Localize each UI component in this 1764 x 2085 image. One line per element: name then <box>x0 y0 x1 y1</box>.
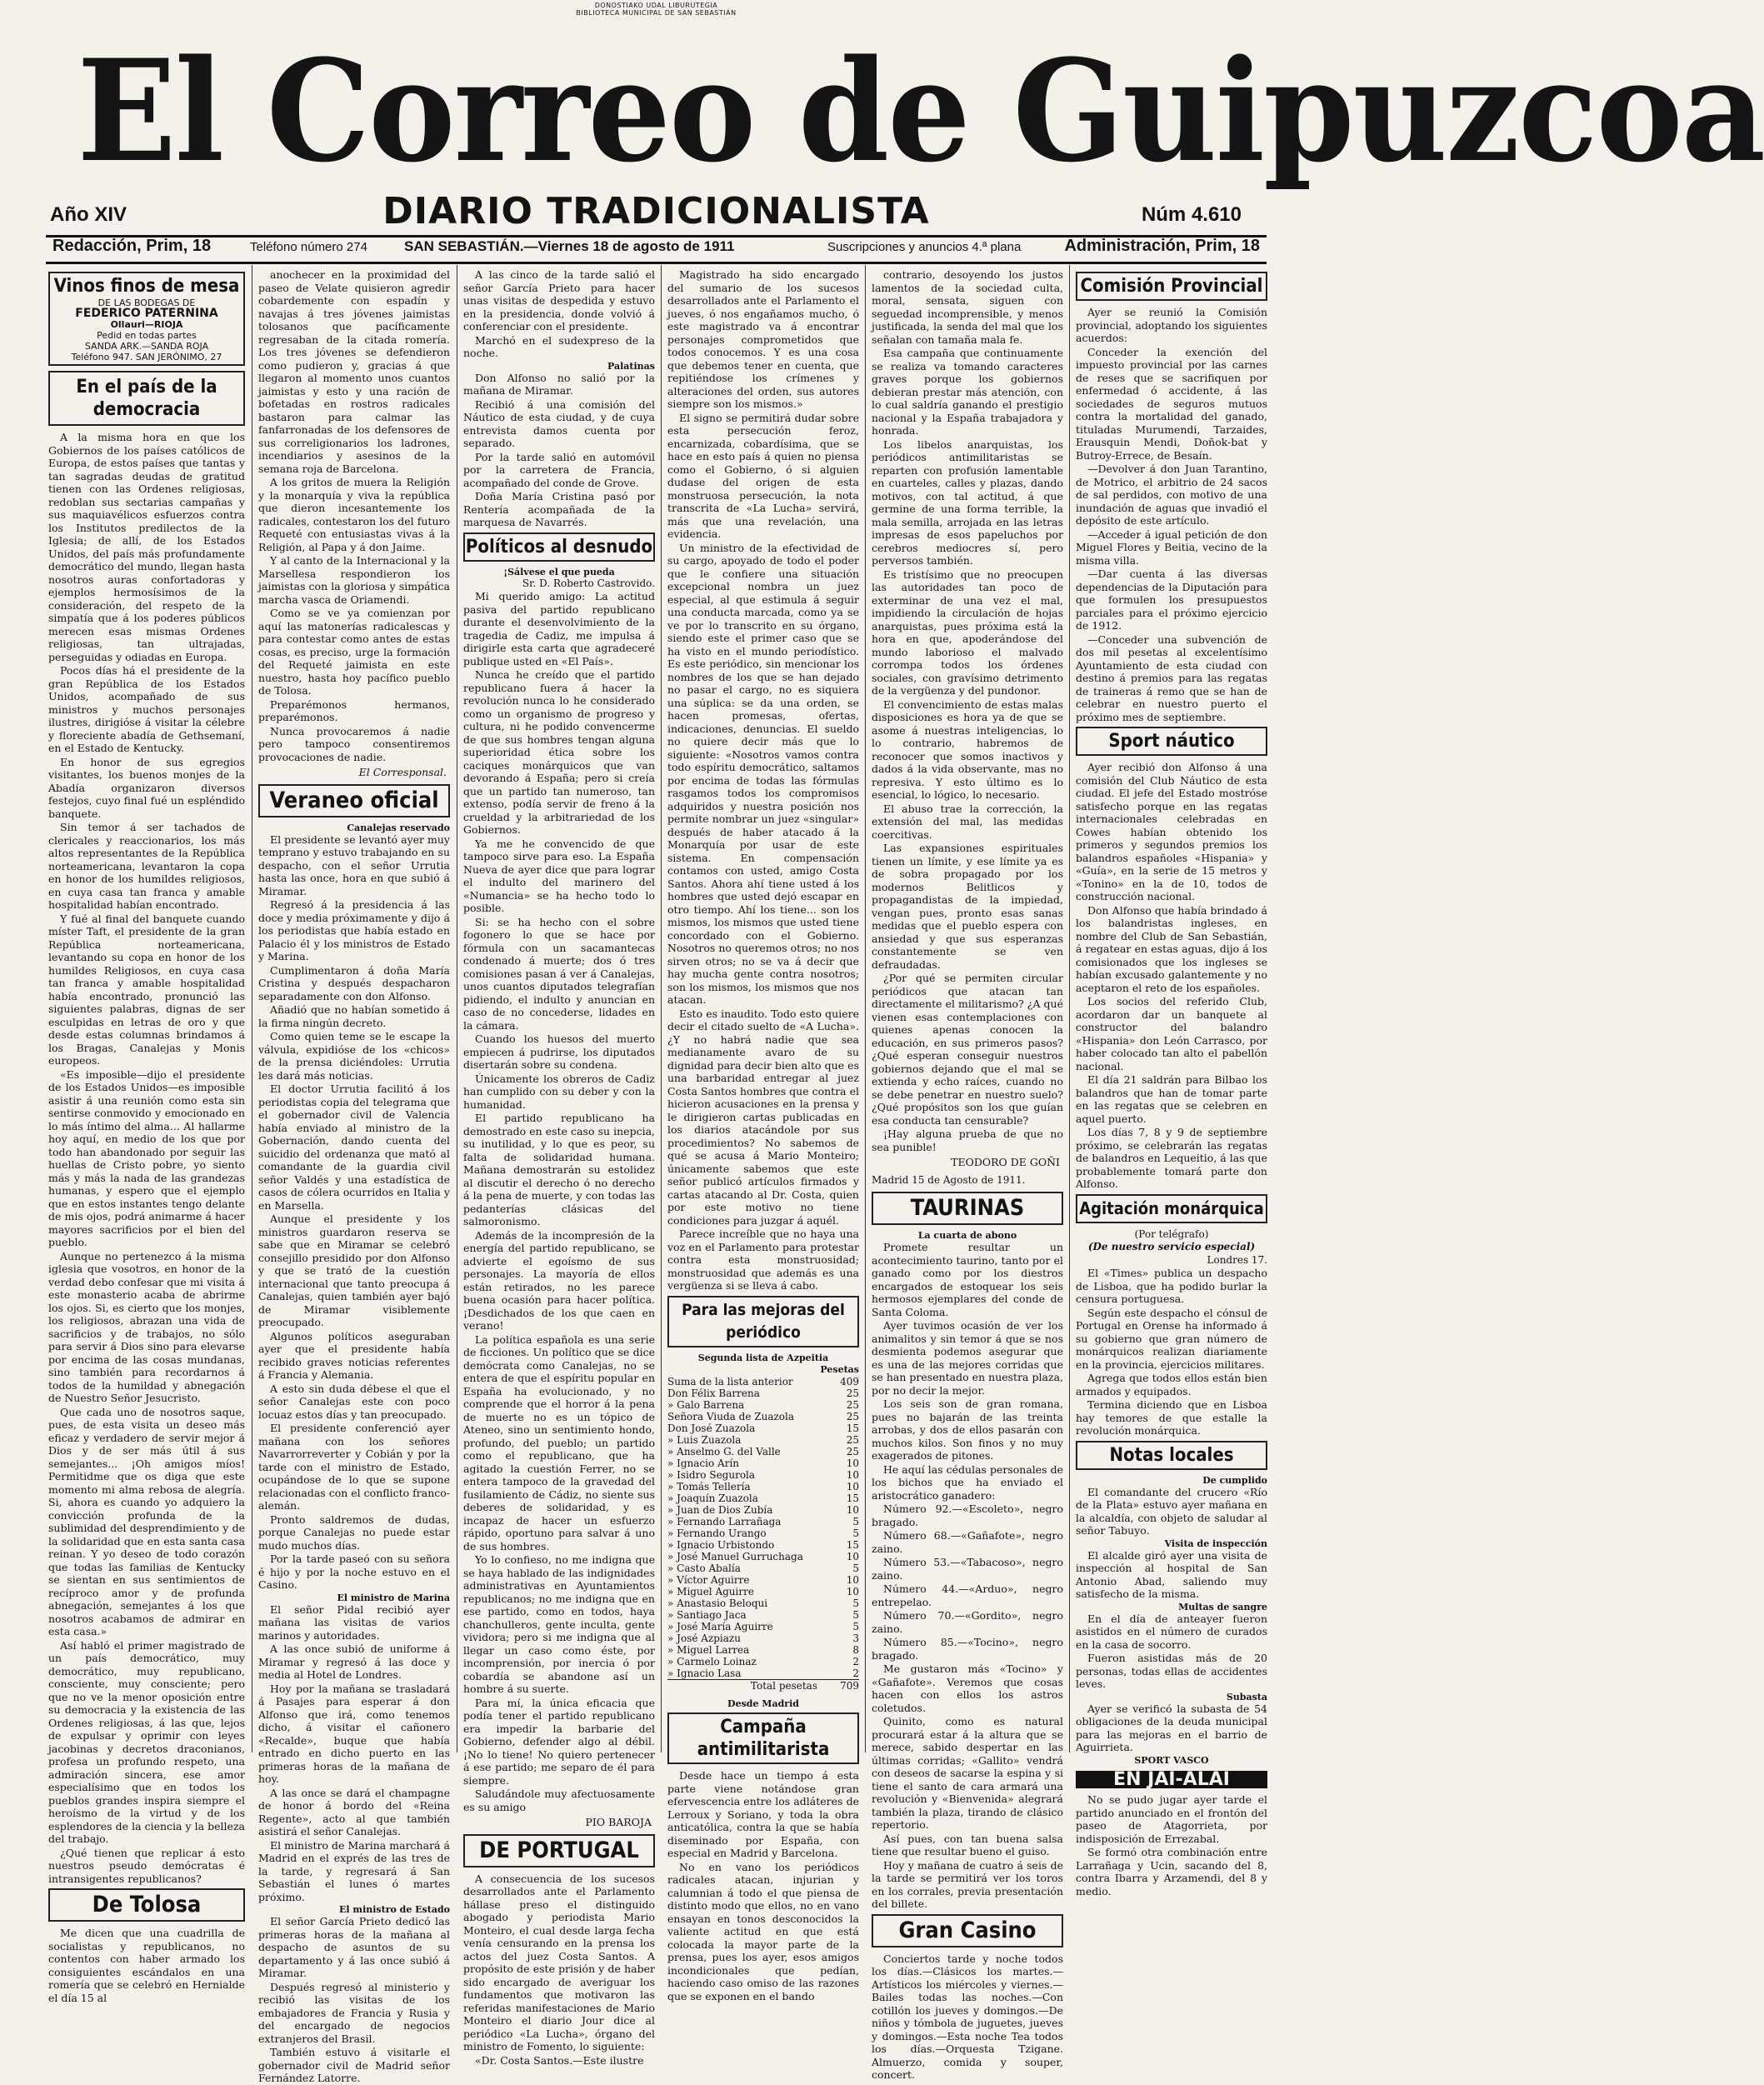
subscription-row <box>667 1492 859 1504</box>
paragraph: El alcalde giró ayer una visita de inspección al hospital de San Antonio Abad, saliendo muy satisfecho de la misma. <box>1076 1548 1267 1600</box>
column-5 <box>872 268 1063 2081</box>
paragraph: Esto es inaudito. Todo esto quiere decir el citado suelto de «A Lucha». ¿Y no habrá nadie que sea medianamente avaro de su dignidad para decir bien alto que es una barbaridad entregar al juez Costa Santos hombres que contra el hicieron acusaciones en la prensa y le dirigieron cartas publicadas en los diarios atacándole por sus procedimientos? No sabemos de qué se acusa á Mario Monteiro; únicamente sabemos que este señor publicó artículos firmados y cartas atacando al Dr. Costa, quien por este motivo no tiene condiciones para juzgar á aquél. <box>667 1007 859 1227</box>
wine-advertisement <box>48 272 245 366</box>
paragraph: A las cinco de la tarde salió el señor García Prieto para hacer unas visitas de despedida y estuvo en la presidencia, donde volvió á conferenciar con el presidente. <box>463 268 655 332</box>
issue-date: SAN SEBASTIÁN.—Viernes 18 de agosto de 1911 <box>404 238 735 254</box>
subscriber-name: Suma de la lista anterior <box>667 1376 793 1388</box>
subscriber-name: » Luis Zuazola <box>667 1434 742 1446</box>
subscriber-amount: 25 <box>846 1446 859 1458</box>
paragraph: Los socios del referido Club, acordaron dar un banquete al constructor del balandro «Hispania» don León Carrasco, por haber colocado tan alto el pabellón nacional. <box>1076 995 1267 1072</box>
subscriber-amount: 10 <box>846 1586 859 1598</box>
paragraph: Por la tarde salió en automóvil por la carretera de Francia, acompañado del conde de Grove. <box>463 450 655 489</box>
headline-box <box>463 1834 655 1868</box>
paragraph: ¿Qué tienen que replicar á esto nuestros pseudo demócratas é intransigentes republicanos? <box>48 1846 245 1885</box>
subscription-row <box>667 1516 859 1528</box>
paragraph: Los libelos anarquistas, los periódicos antimilitaristas se reparten con profusión lamentable en cuarteles, calles y plazas, dando motivos, con tal actitud, á que germine de una forma terrible, la mala semilla, arrojada en las letras impresas de esos papeluchos por cerebros mediocres sí, pero perversos también. <box>872 438 1063 567</box>
subscription-row <box>667 1434 859 1446</box>
kicker: (Por telégrafo) <box>1134 1228 1209 1240</box>
paragraph: Mi querido amigo: La actitud pasiva del partido republicano durante el desenvolvimiento de la tragedia de Cadiz, me impulsa á dirigirle esta carta que agradeceré publique usted en «El País». <box>463 590 655 668</box>
info-rule <box>46 262 1267 264</box>
column-1 <box>48 268 245 2004</box>
paragraph: Así habló el primer magistrado de un país democrático, muy democrático, muy republicano, consciente, muy consciente; pero que no ve la menor oposición entre su democracia y la existencia de las Ordenes religiosas, á las que, lejos de expulsar y oprimir con leyes jacobinas y decretos draconianos, profesa un profundo respeto, una admiración sincera, ese amor especialísimo que en todos los pueblos grandes inspira siempre el heroísmo de la virtud y de los esplendores de la ciencia y la belleza del trabajo. <box>48 1638 245 1845</box>
paragraph: No en vano los periódicos radicales atacan, injurian y calumnian á todo el que piensa de distinto modo que ellos, no en vano ensayan en tonos desconocidos la valiente actitud en que está colocada la mayor parte de la prensa, pues los ayer, esos amigos incondicionales que pedían, haciendo caso omiso de las razones que se exponen en el bando <box>667 1860 859 2002</box>
headline-box <box>872 1914 1063 1948</box>
subscriber-amount: 10 <box>846 1504 859 1516</box>
column-4 <box>667 268 859 2002</box>
subscriber-amount: 10 <box>846 1469 859 1481</box>
paragraph: El señor Pidal recibió ayer mañana las visitas de varios marinos y autoridades. <box>258 1602 450 1642</box>
paragraph: Ayer se reunió la Comisión provincial, adoptando los siguientes acuerdos: <box>1076 306 1267 344</box>
subscriber-name: » Isidro Segurola <box>667 1469 756 1481</box>
headline-box <box>48 1888 245 1922</box>
subscription-row <box>667 1481 859 1492</box>
paragraph: contrario, desoyendo los justos lamentos de la sociedad culta, moral, sensata, siguen con seguedad incomprensible, y menos justificada, la senda del mal que los señalan con tamaña mala fe. <box>872 268 1063 346</box>
kicker: De cumplido <box>1202 1474 1267 1486</box>
paragraph: Los seis son de gran romana, pues no bajarán de las treinta arrobas, y dos de ellos pasarán con muchos kilos. Son finos y no muy exagerados de pitones. <box>872 1398 1063 1462</box>
subscriber-name: » Ignacio Lasa <box>667 1668 742 1679</box>
paragraph: —Dar cuenta á las diversas dependencias de la Diputación para que formulen los presupuestos parciales para el próximo ejercicio de 1912. <box>1076 568 1267 632</box>
signature: El Corresponsal. <box>358 766 447 778</box>
headline-box <box>48 371 245 426</box>
newspaper-title: El Correo de Guipuzcoa <box>77 28 1764 193</box>
headline-box <box>667 1296 859 1348</box>
subscription-row <box>667 1609 859 1621</box>
subscriber-name: » Anastasio Beloqui <box>667 1598 768 1609</box>
paragraph: Y al canto de la Internacional y la Marsellesa respondieron los jaimistas con la gloriosa y simpática marcha vasca de Oriamendi. <box>258 554 450 606</box>
subscriber-amount: 5 <box>852 1621 859 1632</box>
paragraph: Promete resultar un acontecimiento taurino, tanto por el ganado como por los diestros encargados de estoquear los seis hermosos ejemplares del conde de Santa Coloma. <box>872 1241 1063 1318</box>
total-value: 709 <box>826 1680 859 1692</box>
subscriber-name: » Galo Barrena <box>667 1399 745 1411</box>
paragraph: Marchó en el sudexpreso de la noche. <box>463 333 655 359</box>
paragraph: Para mí, la única eficacia que podía tener el partido republicano era impedir la barbarie del Gobierno, defender algo al débil. ¡No lo tiene! No quiero pertenecer á ese partido; me separo de él para siempre. <box>463 1696 655 1787</box>
paragraph: A esto sin duda débese el que el señor Canalejas este con poco locuaz estos días y tan preocupado. <box>258 1382 450 1421</box>
paragraph: El ministro de Marina marchará á Madrid en el exprés de las tres de la tarde, y regresará á San Sebastián el lunes ó martes próximo. <box>258 1838 450 1903</box>
paragraph: ¿Por qué se permiten circular periódicos que atacan tan directamente el militarismo? ¿A qué vienen esas contemplaciones con quienes apenas conocen la educación, en sus primeros pasos? ¿Qué esperan conseguir nuestros gobiernos dejando que el mal se extienda y echo raíces, cuando no se debe penetrar en nuestro suelo? ¿Qué propósitos son los que guían esa conducta tan censurable? <box>872 972 1063 1127</box>
paragraph: Termina diciendo que en Lisboa hay temores de que estalle la revolución monárquica. <box>1076 1398 1267 1437</box>
subscriber-name: Don Félix Barrena <box>667 1388 760 1399</box>
subscriber-name: » Miguel Larrea <box>667 1644 750 1656</box>
subscriber-amount: 10 <box>846 1551 859 1562</box>
kicker: Visita de inspección <box>1164 1538 1267 1549</box>
kicker: Subasta <box>1226 1691 1267 1702</box>
year-label: Año XIV <box>50 203 127 226</box>
ad-line: Ollauri—RIOJA <box>110 319 183 330</box>
subscription-table <box>667 1376 859 1692</box>
subscription-row <box>667 1411 859 1422</box>
paragraph: El comandante del crucero «Río de la Plata» estuvo ayer mañana en la alcaldía, con objeto de saludar al señor Tabuyo. <box>1076 1485 1267 1537</box>
paragraph: Doña María Cristina pasó por Rentería acompañada de la marquesa de Navarrés. <box>463 490 655 528</box>
subscription-row <box>667 1376 859 1388</box>
headline: Agitación monárquica <box>1079 1198 1264 1218</box>
paragraph: Número 85.—«Tocino», negro bragado. <box>872 1636 1063 1662</box>
paragraph: El día 21 saldrán para Bilbao los balandros que han de tomar parte en las regatas que se celebren en aquel puerto. <box>1076 1073 1267 1125</box>
paragraph: Los días 7, 8 y 9 de septiembre próximo, se celebrarán las regatas de balandros en Lequeitio, á las que probablemente tomará parte don Alfonso. <box>1076 1126 1267 1190</box>
paragraph: El signo se permitirá dudar sobre esta persecución feroz, encarnizada, cobardísima, que se hace en esto país á quien no piensa como el Gobierno, ó si alguien dudase del origen de esta monstruosa persecución, la nota transcrita de «La Lucha» servirá, más que una revelación, una evidencia. <box>667 411 859 540</box>
kicker: El ministro de Estado <box>339 1904 450 1915</box>
headline-box <box>1076 727 1267 756</box>
headline: En el país de la democracia <box>76 377 217 420</box>
paragraph: Regresó á la presidencia á las doce y media próximamente y dijo á los periodistas que había estado en Palacio él y los ministros de Estado y Marina. <box>258 898 450 962</box>
ad-line: Pedid en todas partes <box>97 330 197 341</box>
total-label: Total pesetas <box>667 1680 826 1692</box>
subscriber-amount: 15 <box>846 1539 859 1551</box>
ad-line: DE LAS BODEGAS DE <box>97 298 196 308</box>
paragraph: Hoy y mañana de cuatro á seis de la tarde se permitirá ver los toros en los corrales, previa presentación del billete. <box>872 1858 1063 1910</box>
headline: Para las mejoras del periódico <box>682 1300 845 1342</box>
kicker: SPORT VASCO <box>1134 1754 1209 1766</box>
paragraph: Número 53.—«Tabacoso», negro zaino. <box>872 1556 1063 1582</box>
paragraph: Ya me he convencido de que tampoco sirve para eso. La España Nueva de ayer dice que para lograr el indulto del marinero del «Numancia» se ha hecho todo lo posible. <box>463 837 655 914</box>
subscriber-amount: 10 <box>846 1574 859 1586</box>
headline-box <box>1076 1194 1267 1223</box>
column-divider <box>1069 265 1070 1752</box>
paragraph: El convencimiento de estas malas disposiciones es hora ya de que se asome á nuestras inteligencias, lo lo contrario, habremos de reconocer que somos inactivos y dados á la vida observante, mas no represiva. Y esto último es lo esencial, lo lógico, lo necesario. <box>872 698 1063 801</box>
paragraph: —Conceder una subvención de dos mil pesetas al excelentísimo Ayuntamiento de esta ciudad con destino á premios para las regatas de traineras á remo que se han de celebrar en nuestro puerto el próximo mes de septiembre. <box>1076 632 1267 723</box>
paragraph: Número 44.—«Arduo», negro entrepelao. <box>872 1582 1063 1608</box>
subscription-row <box>667 1528 859 1539</box>
subscriber-amount: 5 <box>852 1598 859 1609</box>
newspaper-subtitle: DIARIO TRADICIONALISTA <box>382 190 930 232</box>
headline: TAURINAS <box>910 1195 1025 1221</box>
subscriber-name: » José María Aguirre <box>667 1621 773 1632</box>
paragraph: Sin temor á ser tachados de clericales y reaccionarios, los más altos representantes de la República norteamericana, levantaron la copa en honor de los humildes religiosos, en cuya casa tan franca y amable hospitalidad habían encontrado. <box>48 821 245 911</box>
subscription-row <box>667 1446 859 1458</box>
kicker: La cuarta de abono <box>917 1230 1017 1241</box>
subscriber-amount: 8 <box>852 1644 859 1656</box>
kicker: Segunda lista de Azpeitia <box>697 1352 829 1363</box>
paragraph: Agrega que todos ellos están bien armados y equipados. <box>1076 1372 1267 1398</box>
paragraph: Algunos políticos aseguraban ayer que el presidente había recibido graves noticias referentes á Francia y Alemania. <box>258 1329 450 1381</box>
subscriber-amount: 5 <box>852 1528 859 1539</box>
paragraph: A la misma hora en que los Gobiernos de los países católicos de Europa, de estos países que tantas y tan sagradas deudas de gratitud tienen con las Ordenes religiosas, redoblan sus sectarias campañas y sus maquiavélicos esfuerzos contra los Institutos predilectos de la Iglesia; de allí, de los Estados Unidos, del país más profundamente democrático del mundo, llegan hasta nosotros auras confortadoras y ejemplos hermosísimos de la consideración, del respeto de la simpatía que á los poderes públicos merecen esas mismas Ordenes religiosas, tan ultrajadas, perseguidas y odiadas en Europa. <box>48 431 245 663</box>
paragraph: Después regresó al ministerio y recibió las visitas de los embajadores de Francia y Rusia y del encargado de negocios extranjeros del Brasil. <box>258 1980 450 2045</box>
subscriber-name: » Juan de Dios Zubía <box>667 1504 773 1516</box>
paragraph: —Devolver á don Juan Tarantino, de Motrico, el arbitrio de 24 sacos de sal perdidos, con motivo de una inundación de aguas que invadió el depósito de este artículo. <box>1076 462 1267 527</box>
paragraph: Hoy por la mañana se trasladará á Pasajes para esperar á don Alfonso que irá, como tenemos dicho, á visitar el cañonero «Recalde», buque que había entrado en dicho puerto en las primeras horas de la mañana de hoy. <box>258 1682 450 1785</box>
subscriber-amount: 5 <box>852 1516 859 1528</box>
subscriber-amount: 2 <box>852 1656 859 1668</box>
paragraph: En el día de anteayer fueron asistidos en el número de curados en la casa de socorro. <box>1076 1612 1267 1651</box>
subscriber-amount: 25 <box>846 1399 859 1411</box>
paragraph: El presidente conferenció ayer mañana con los señores Navarrorreverter y Cobián y por la tarde con el ministro de Estado, ocupándose de lo que se supone relacionadas con el conflicto franco-alemán. <box>258 1422 450 1512</box>
paragraph: El abuso trae la corrección, la extensión del mal, las medidas coercitivas. <box>872 802 1063 841</box>
ad-title: Vinos finos de mesa <box>53 276 240 297</box>
subscription-row <box>667 1469 859 1481</box>
subscriber-name: » Fernando Larrañaga <box>667 1516 782 1528</box>
paragraph: A las once subió de uniforme á Miramar y regresó á las doce y media al Hotel de Londres. <box>258 1642 450 1681</box>
headline-box <box>258 784 450 818</box>
paragraph: anochecer en la proximidad del paseo de Velate quisieron agredir cobardemente con espadín y navajas á tres jóvenes jaimistas tolosanos que pacíficamente regresaban de la citada romería. Los tres jóvenes se defendieron como pudieron y, gracias á que llegaron al momento unos cuantos jaimistas y esto y una ración de bofetadas en rostros radicales bastaron para calmar las fanfarronadas de los defensores de sus correligionarios los ladrones, incendiarios y asesinos de la semana roja de Barcelona. <box>258 268 450 475</box>
subscriber-amount: 10 <box>846 1458 859 1469</box>
paragraph: Número 92.—«Escoleto», negro bragado. <box>872 1502 1063 1528</box>
subscriber-name: » Carmelo Loinaz <box>667 1656 757 1668</box>
paragraph: El partido republicano ha demostrado en este caso su inepcia, su inutilidad, y lo que es peor, su falta de solidaridad humana. Mañana demostrarán su estolidez al discutir el derecho ó no derecho á la pena de muerte, y con todas las pedanterías clásicas del salmoronismo. <box>463 1112 655 1228</box>
headline: Campaña antimilitarista <box>697 1717 830 1760</box>
addressee: Sr. D. Roberto Castrovido. <box>522 577 655 589</box>
paragraph: En honor de sus egregios visitantes, los buenos monjes de la Abadía organizaron diversos festejos, cuyo final fué un espléndido banquete. <box>48 755 245 820</box>
kicker: Multas de sangre <box>1178 1601 1267 1612</box>
paragraph: ¡Hay alguna prueba de que no sea punible! <box>872 1128 1063 1153</box>
paragraph: Número 70.—«Gordito», negro zaino. <box>872 1609 1063 1635</box>
subscriber-name: Don José Zuazola <box>667 1422 756 1434</box>
dateline: Madrid 15 de Agosto de 1911. <box>872 1173 1026 1186</box>
headline: Notas locales <box>1109 1444 1234 1466</box>
paragraph: Esa campaña que continuamente se realiza va tomando caracteres graves porque los gobiernos debieran prestar más atención, con lo cual saldría ganando el prestigio nacional y la España trabajadora y honrada. <box>872 347 1063 437</box>
headline: EN JAI-ALAI <box>1076 1771 1267 1789</box>
subscription-row <box>667 1551 859 1562</box>
paragraph: El «Times» publica un despacho de Lisboa, que ha podido burlar la censura portuguesa. <box>1076 1267 1267 1305</box>
subscription-row <box>667 1574 859 1586</box>
kicker: Canalejas reservado <box>347 822 450 833</box>
paragraph: Por la tarde paseó con su señora é hijo y por la noche estuvo en el Casino. <box>258 1552 450 1591</box>
headline-box <box>1076 1441 1267 1470</box>
paragraph: Preparémonos hermanos, preparémonos. <box>258 698 450 723</box>
paragraph: Conciertos tarde y noche todos los días.—Clásicos los martes.—Artísticos los miércoles y viernes.—Bailes todas las noches.—Con cotillón los jueves y domingos.—De niños y tómbola de juguetes, jueves y domingos.—Esta noche Tea todos los días.—Orquesta Tzigane. Almuerzo, comida y souper, concert. <box>872 1952 1063 2081</box>
subscriber-amount: 25 <box>846 1411 859 1422</box>
paragraph: Pronto saldremos de dudas, porque Canalejas no puede estar mudo muchos días. <box>258 1512 450 1552</box>
ad-line: Teléfono 947. SAN JERÓNIMO, 27 <box>71 352 222 362</box>
kicker: Desde Madrid <box>727 1698 799 1709</box>
subscription-row <box>667 1644 859 1656</box>
paragraph: Ayer recibió don Alfonso á una comisión del Club Náutico de esta ciudad. El jefe del Estado mostróse satisfecho porque en las regatas internacionales celebradas en Cowes habían obtenido los primeros y segundos premios los balandros españoles «Hispania» y «Guía», en la serie de 15 metros y «Tonino» en la de 10, todos de construcción nacional. <box>1076 761 1267 902</box>
paragraph: Número 68.—«Gañafote», negro zaino. <box>872 1529 1063 1555</box>
paragraph: Según este despacho el cónsul de Portugal en Orense ha informado á su gobierno que gran número de monárquicos realizan diariamente en la provincia, ejercicios militares. <box>1076 1306 1267 1371</box>
paragraph: Únicamente los obreros de Cadiz han cumplido con su deber y con la humanidad. <box>463 1072 655 1111</box>
paragraph: «Dr. Costa Santos.—Este ilustre <box>475 2053 644 2067</box>
paragraph: A las once se dará el champagne de honor á bordo del «Reina Regente», acto al que también asistirá el señor Canalejas. <box>258 1786 450 1838</box>
subscriber-name: » Ignacio Arín <box>667 1458 740 1469</box>
headline: De Tolosa <box>92 1892 202 1918</box>
headline: Veraneo oficial <box>269 787 439 813</box>
subscriber-name: » Fernando Urango <box>667 1528 767 1539</box>
paragraph: No se pudo jugar ayer tarde el partido anunciado en el frontón del paseo de Atagorrieta, por indisposición de Errezabal. <box>1076 1793 1267 1845</box>
library-line-1: DONOSTIAKO UDAL LIBURUTEGIA <box>594 2 718 9</box>
telefono: Teléfono número 274 <box>250 240 367 254</box>
paragraph: Nunca he creído que el partido republicano fuera á hacer la revolución nunca lo he considerado como un organismo de progreso y cultura, ni he podido convencerme de que sus hombres tengan alguna superioridad ética sobre los caciques monárquicos que van devorando á España; pero si creía que un partido tan numeroso, tan extenso, podía servir de freno á la crueldad y la arbitrariedad de los Gobiernos. <box>463 668 655 836</box>
subscription-row <box>667 1656 859 1668</box>
paragraph: Se formó otra combinación entre Larrañaga y Ucin, sacando del 8, contra Ibarra y Arzamendi, del 8 y medio. <box>1076 1846 1267 1898</box>
headline-box <box>1076 272 1267 301</box>
paragraph: La política española es una serie de ficciones. Un político que se dice demócrata como Canalejas, no se entera de que el espíritu popular en España ha evolucionado, y no comprende que el horror á la pena de muerte no es un tópico de Ateneo, sino un sentimiento hondo, profundo, del pueblo; un partido como el republicano, que ha agitado la cuestión Ferrer, no se entera tampoco de la gravedad del fusilamiento de Cádiz, no siente sus deberes de solidaridad, y es incapaz de hacer un esfuerzo rápido, oportuno para salvar á uno de sus hombres. <box>463 1332 655 1552</box>
paragraph: «Es imposible—dijo el presidente de los Estados Unidos—es imposible asistir á una reunión como esta sin sentirse conmovido y emocionado en lo más íntimo del alma... Al hallarme hoy aquí, en medio de los que por todo han abandonado por seguir las huellas de Cristo pobre, yo siento más y más la nada de las grandezas humanas, y espero que el ejemplo que en estos instantes tengo delante de mis ojos, podrá animarme á hacer mayores sacrificios por el bien del pueblo. <box>48 1068 245 1248</box>
subscription-row <box>667 1668 859 1680</box>
redaccion: Redacción, Prim, 18 <box>52 237 212 255</box>
paragraph: He aquí las cédulas personales de los bichos que ha enviado el aristocrático ganadero: <box>872 1462 1063 1502</box>
subscriber-amount: 15 <box>846 1422 859 1434</box>
paragraph: Las expansiones espirituales tienen un límite, y ese límite ya es de sobra propagado por los modernos Belitlicos y propagandistas de la impiedad, vengan pues, pronto esas sanas medidas que el pueblo espera con ansiedad y que sus esperanzas constantemente se ven defraudadas. <box>872 842 1063 971</box>
paragraph: Y fué al final del banquete cuando míster Taft, el presidente de la gran República norteamericana, levantando su copa en honor de los humildes Religiosos, en cuya casa tan franca y amable hospitalidad había encontrado, pronunció las siguientes palabras, dignas de ser esculpidas en letras de oro y que desde estas columnas brindamos á los Bragas, Canalejas y Monis europeos. <box>48 912 245 1067</box>
subscriber-name: » Joaquín Zuazola <box>667 1492 758 1504</box>
paragraph: Añadió que no habían sometido á la firma ningún decreto. <box>258 1003 450 1029</box>
paragraph: Pocos días há el presidente de la gran República de los Estados Unidos, acompañado de sus ministros y muchos personajes ilustres, dirigióse á visitar la célebre y florecientе abadía de Gethsemaní, en el Estado de Kentucky. <box>48 664 245 754</box>
headline: Sport náutico <box>1108 731 1235 752</box>
kicker: ¡Sálvese el que pueda <box>503 566 615 578</box>
paragraph: Aunque no pertenezco á la misma iglesia que vosotros, en honor de la verdad debo confesar que mi visita á este monasterio acaba de abrirme los ojos. Si, es cierto que los monjes, los religiosos, abrazan una vida de sacrificios y de trabajos, no sólo para servir á Dios sino para elevarse por encima de las cosas mundanas, sino también para recordarnos á todos de la humildad y abnegación de Nuestro Señor Jesucristo. <box>48 1249 245 1404</box>
subscriber-amount: 10 <box>846 1481 859 1492</box>
paragraph: También estuvo á visitarle el gobernador civil de Madrid señor Fernández Latorre. <box>258 2046 450 2084</box>
paragraph: Cumplimentaron á doña María Cristina y después despacharon separadamente con don Alfonso. <box>258 963 450 1002</box>
headline-box <box>463 532 655 562</box>
paragraph: Don Alfonso no salió por la mañana de Miramar. <box>463 371 655 397</box>
paragraph: Que cada uno de nosotros saque, pues, de esta visita un deseo más eficaz y verdadero de servir mejor á Dios y de ser más útil á sus semejantes... ¡Oh amigos míos! Permitidme que os diga que este momento mi alma rebosa de alegría. Si, ahora es cuando yo adquiero la convicción profunda de la sublimidad del desprendimiento y de la solidaridad que en esta santa casa reinan. Y yo deseo de todo corazón que todas las familias de Kentucky se sientan en sus sentimientos de recíproco amor y de profunda abnegación, semejantes á los que nosotros acabamos de admirar en esta casa.» <box>48 1405 245 1638</box>
subscriber-name: » Anselmo G. del Valle <box>667 1446 781 1458</box>
paragraph: El señor García Prieto dedicó las primeras horas de la mañana al despacho de asuntos de su departamento y á las once subió á Miramar. <box>258 1915 450 1979</box>
paragraph: Es tristísimo que no preocupen las autoridades tan poco de exterminar de una vez el mal, impidiendo la circulación de hojas anarquistas, pues próxima está la hora en que, apoderándose del mundo laborioso el malvado corrompa todos los órdenes sociales, con gravísimo detrimento de la vergüenza y del pundonor. <box>872 568 1063 697</box>
currency-label: Pesetas <box>820 1363 859 1375</box>
administracion: Administración, Prim, 18 <box>1064 237 1260 255</box>
issue-number: Núm 4.610 <box>1141 203 1242 226</box>
paragraph: Saludándole muy afectuosamente es su amigo <box>463 1788 655 1813</box>
subscriber-amount: 2 <box>852 1668 859 1679</box>
paragraph: Conceder la exención del impuesto provincial por las carnes de reses que se sacrifiquen por enfermedad ó accidente, á las sociedades de seguros mutuos contra la mortalidad del ganado, tituladas Murumendi, Tarzaides, Erausquin Mendi, Doñok-bat y Butroy-Errece, de Besaín. <box>1076 345 1267 462</box>
subscription-row <box>667 1632 859 1644</box>
paragraph: Ayer tuvimos ocasión de ver los animalitos y sin temor á que se nos desmienta podemos asegurar que es una de las mejores corridas que se han presentado en nuestra plaza, por no decir la mejor. <box>872 1319 1063 1397</box>
paragraph: A consecuencia de los sucesos desarrollados ante el Parlamento hállase preso el distinguido abogado y periodista Mario Monteiro, el cual desde larga fecha venía censurando en la prensa los actos del juez Costa Santos. A propósito de este prisión y de haber sido encargado de averiguar los fundamentos que motivaron las referidas manifestaciones de Mario Monteiro el diario Jour dice al periódico «La Lucha», órgano del ministro de Fomento, lo siguiente: <box>463 1872 655 2052</box>
subscriber-name: » José Azpiazu <box>667 1632 741 1644</box>
subscription-row <box>667 1458 859 1469</box>
subscriber-amount: 5 <box>852 1562 859 1574</box>
paragraph: Ayer se verificó la subasta de 54 obligaciones de la deuda municipal para las mejoras en el barrio de Aguirrieta. <box>1076 1702 1267 1753</box>
headline-box <box>872 1192 1063 1225</box>
paragraph: Quinito, como es natural procurará estar á la altura que se merece, sabido despertar en las últimas corridas; «Gallito» vendrá con deseos de sacarse la espina y si tiene el santo de cara armará una revolución y «Bienvenida» alegrará también la plaza, tirando de clásico repertorio. <box>872 1715 1063 1831</box>
paragraph: A los gritos de muera la Religión y la monarquía y viva la república que dieron incesantemente los radicales, contestaron los del futuro Requeté con entusiastas vivas á la Religión, al Papa y á don Jaime. <box>258 476 450 553</box>
subscriber-name: » Víctor Aguirre <box>667 1574 750 1586</box>
subscription-row <box>667 1422 859 1434</box>
subscription-row <box>667 1504 859 1516</box>
paragraph: Don Alfonso que había brindado á los balandristas ingleses, en nombre del Club de San Sebastián, á regatear en estas aguas, dijo á los comisionados que los ingleses se habían excusado galantemente y no aceptaron el reto de los españoles. <box>1076 903 1267 994</box>
paragraph: Cuando los huesos del muerto empiecen á pudrirse, los diputados disertarán sobre su condena. <box>463 1032 655 1071</box>
ad-line: FEDERICO PATERNINA <box>75 307 218 320</box>
subscription-row <box>667 1562 859 1574</box>
kicker: (De nuestro servicio especial) <box>1087 1241 1256 1252</box>
column-divider <box>661 265 662 1752</box>
subscriber-amount: 409 <box>840 1376 859 1388</box>
library-line-2: BIBLIOTECA MUNICIPAL DE SAN SEBASTIÁN <box>576 9 737 17</box>
headline: Políticos al desnudo <box>465 536 653 558</box>
subscription-row <box>667 1388 859 1399</box>
dateline: Londres 17. <box>1207 1253 1267 1266</box>
paragraph: El presidente se levantó ayer muy temprano y estuvo trabajando en su despacho, con el señor Urrutia hasta las once, hora en que subió á Miramar. <box>258 832 450 898</box>
paragraph: Nunca provocaremos á nadie pero tampoco consentiremos provocaciones de nadie. <box>258 724 450 763</box>
subscriber-amount: 25 <box>846 1388 859 1399</box>
headline: DE PORTUGAL <box>479 1837 639 1863</box>
paragraph: Me gustaron más «Tocino» y «Gañafote». Veremos que cosas hacen con ellos los astros coletudos. <box>872 1662 1063 1714</box>
subscriber-name: » Miguel Aguirre <box>667 1586 754 1598</box>
paragraph: —Acceder á igual petición de don Miguel Flores y Beitia, vecino de la misma villa. <box>1076 528 1267 567</box>
subscriber-name: » Casto Abalía <box>667 1562 741 1574</box>
paragraph: Como se ve ya comienzan por aquí las matonerías radicalescas y para contestar como antes de estas cosas, es preciso, urge la formación del Requeté jaimista en este nuestro, hasta hoy pacífico pueblo de Tolosa. <box>258 607 450 697</box>
kicker: El ministro de Marina <box>337 1592 450 1603</box>
subscriber-amount: 25 <box>846 1434 859 1446</box>
subscription-row <box>667 1598 859 1609</box>
paragraph: El doctor Urrutia facilitó á los periodistas copia del telegrama que el gobernador civil de Valencia había enviado al ministro de la Gobernación, dando cuenta del suicidio del ordenanza que mató al comandante de la guardia civil señor Valdés y una estadística de casos de cólera ocurridos en Italia y en Marsella. <box>258 1082 450 1212</box>
info-bar <box>46 237 1267 260</box>
paragraph: Un ministro de la efectividad de su cargo, apoyado de todo el poder que le confiere una situación excepcional nombra un juez especial, al que estimula á seguir una conducta marcada, como ya se ve por lo transcrito en su órgano, siendo este el primer caso que se ha visto en el mundo periodístico. Es este periódico, sin mencionar los nombres de los que se han dejado no pasar el cargo, no es siquiera una súplica: se da una orden, se hacen promesas, ofertas, indicaciones, denuncias. El sueldo no quiere decir más que lo siguiente: «Nosotros vamos contra todo espíritu democrático, saltamos por encima de todas las fórmulas rasgamos todos los compromisos adquiridos y nuestra posición nos permite nombrar un juez «singular» después de haber atacado á la Monarquía por usar de este sistema. En compensación contamos con usted, amigo Costa Santos. Ahora ahí tiene usted á los hombres que usted dejó escapar en otro tiempo. Ahí los tiene... son los mismos, los mismos que usted tiene concordado con el Gobierno. Nosotros no queremos otros; no nos sirven otros; no se va á decir que hay mucha gente contra nosotros; son los mismos, los mismos que nos atacan. <box>667 541 859 1006</box>
paragraph: Aunque el presidente y los ministros guardaron reserva se sabe que en Miramar se celebró consejillo presidido por don Alfonso y que se trató de la cuestión internacional que tanto preocupa á Canalejas, quien también ayer bajó de Miramar visiblemente preocupado. <box>258 1212 450 1328</box>
paragraph: Magistrado ha sido encargado del sumario de los sucesos desarrollados ante el Parlamento el jueves, ó nos engañamos mucho, ó este magistrado va á encontrar personajes comprometidos que todos conocemos. Y es una cosa que debemos tener en cuenta, que repitiéndose los crímenes y alteraciones del orden, sus autores siempre son los mismos.» <box>667 268 859 410</box>
paragraph: Así pues, con tan buena salsa tiene que resultar bueno el guiso. <box>872 1832 1063 1858</box>
paragraph: Como quien teme se le escape la válvula, expidióse de los «chicos» de la prensa diciéndoles: Urrutia les dará más noticias. <box>258 1030 450 1082</box>
subscriber-amount: 15 <box>846 1492 859 1504</box>
headline: Comisión Provincial <box>1080 276 1263 297</box>
paragraph: Si: se ha hecho con el sobre fogonero lo que se hace por fórmula con un sacamantecas condenado á muerte; dos ó tres comisiones pasan á ver á Canalejas, unos cuantos diputados telegrafían pidiendo, el indulto y anuncian en caso de no concederse, lidades en la cámara. <box>463 915 655 1032</box>
column-6 <box>1076 268 1267 1898</box>
subscriber-amount: 5 <box>852 1609 859 1621</box>
paragraph: Parece increíble que no haya una voz en el Parlamento para protestar contra esta monstruosidad; monstruosidad que además es una vergüenza si se lleva á cabo. <box>667 1228 859 1292</box>
subscriber-name: Señora Viuda de Zuazola <box>667 1411 795 1422</box>
paragraph: Recibió á una comisión del Náutico de esta ciudad, y de cuya entrevista damos cuenta por separado. <box>463 398 655 449</box>
paragraph: Yo lo confieso, no me indigna que se haya hablado de las indignidades administrativas en Ayuntamientos republicanos; no me indigna que en ese partido, como en todos, haya chanchulleros, gente inculta, gente vividora; pero si me indigna que al llegar un caso como éste, por incomprensión, por inercia ó por cobardía se abandone así un hombre á su suerte. <box>463 1553 655 1695</box>
paragraph: Desde hace un tiempo á esta parte viene notándose gran efervescencia entre los adláteres de Lerroux y Soriano, y toda la obra anticatólica, contra la que se había diseminado por España, con especial en Madrid y Barcelona. <box>667 1769 859 1859</box>
headline: Gran Casino <box>898 1917 1037 1943</box>
column-3 <box>463 268 655 2067</box>
paragraph: Me dicen que una cuadrilla de socialistas y republicanos, no contentos con haber armado los consiguientes escándalos en una romería que se celebró en Hernialde el día 15 al <box>48 1927 245 2004</box>
signature: PIO BAROJA <box>585 1816 652 1828</box>
headline-box <box>667 1712 859 1764</box>
subscriber-amount: 3 <box>852 1632 859 1644</box>
ad-line: SANDA ARK.—SANDA ROJA <box>84 341 209 352</box>
subscriber-name: » Ignacio Urbistondo <box>667 1539 775 1551</box>
kicker: Palatinas <box>607 360 655 372</box>
column-divider <box>865 265 866 1752</box>
subscriber-name: » Tomás Tellería <box>667 1481 751 1492</box>
subscriber-name: » José Manuel Gurruchaga <box>667 1551 803 1562</box>
paragraph: Fueron asistidas más de 20 personas, todas ellas de accidentes leves. <box>1076 1652 1267 1690</box>
suscripciones: Suscripciones y anuncios 4.ª plana <box>827 240 1022 254</box>
subscription-row <box>667 1399 859 1411</box>
subscription-row <box>667 1586 859 1598</box>
paragraph: Además de la incompresión de la energía del partido republicano, se advierte el egoísmo de sus personajes. La mayoría de ellos están retirados, no les parece buena ocasión para hacer política. ¡Desdichados de los que caen en verano! <box>463 1228 655 1332</box>
signature: TEODORO DE GOÑI <box>951 1156 1060 1168</box>
subscription-row <box>667 1621 859 1632</box>
column-2 <box>258 268 450 2084</box>
subscriber-name: » Santiago Jaca <box>667 1609 747 1621</box>
subscription-row <box>667 1539 859 1551</box>
